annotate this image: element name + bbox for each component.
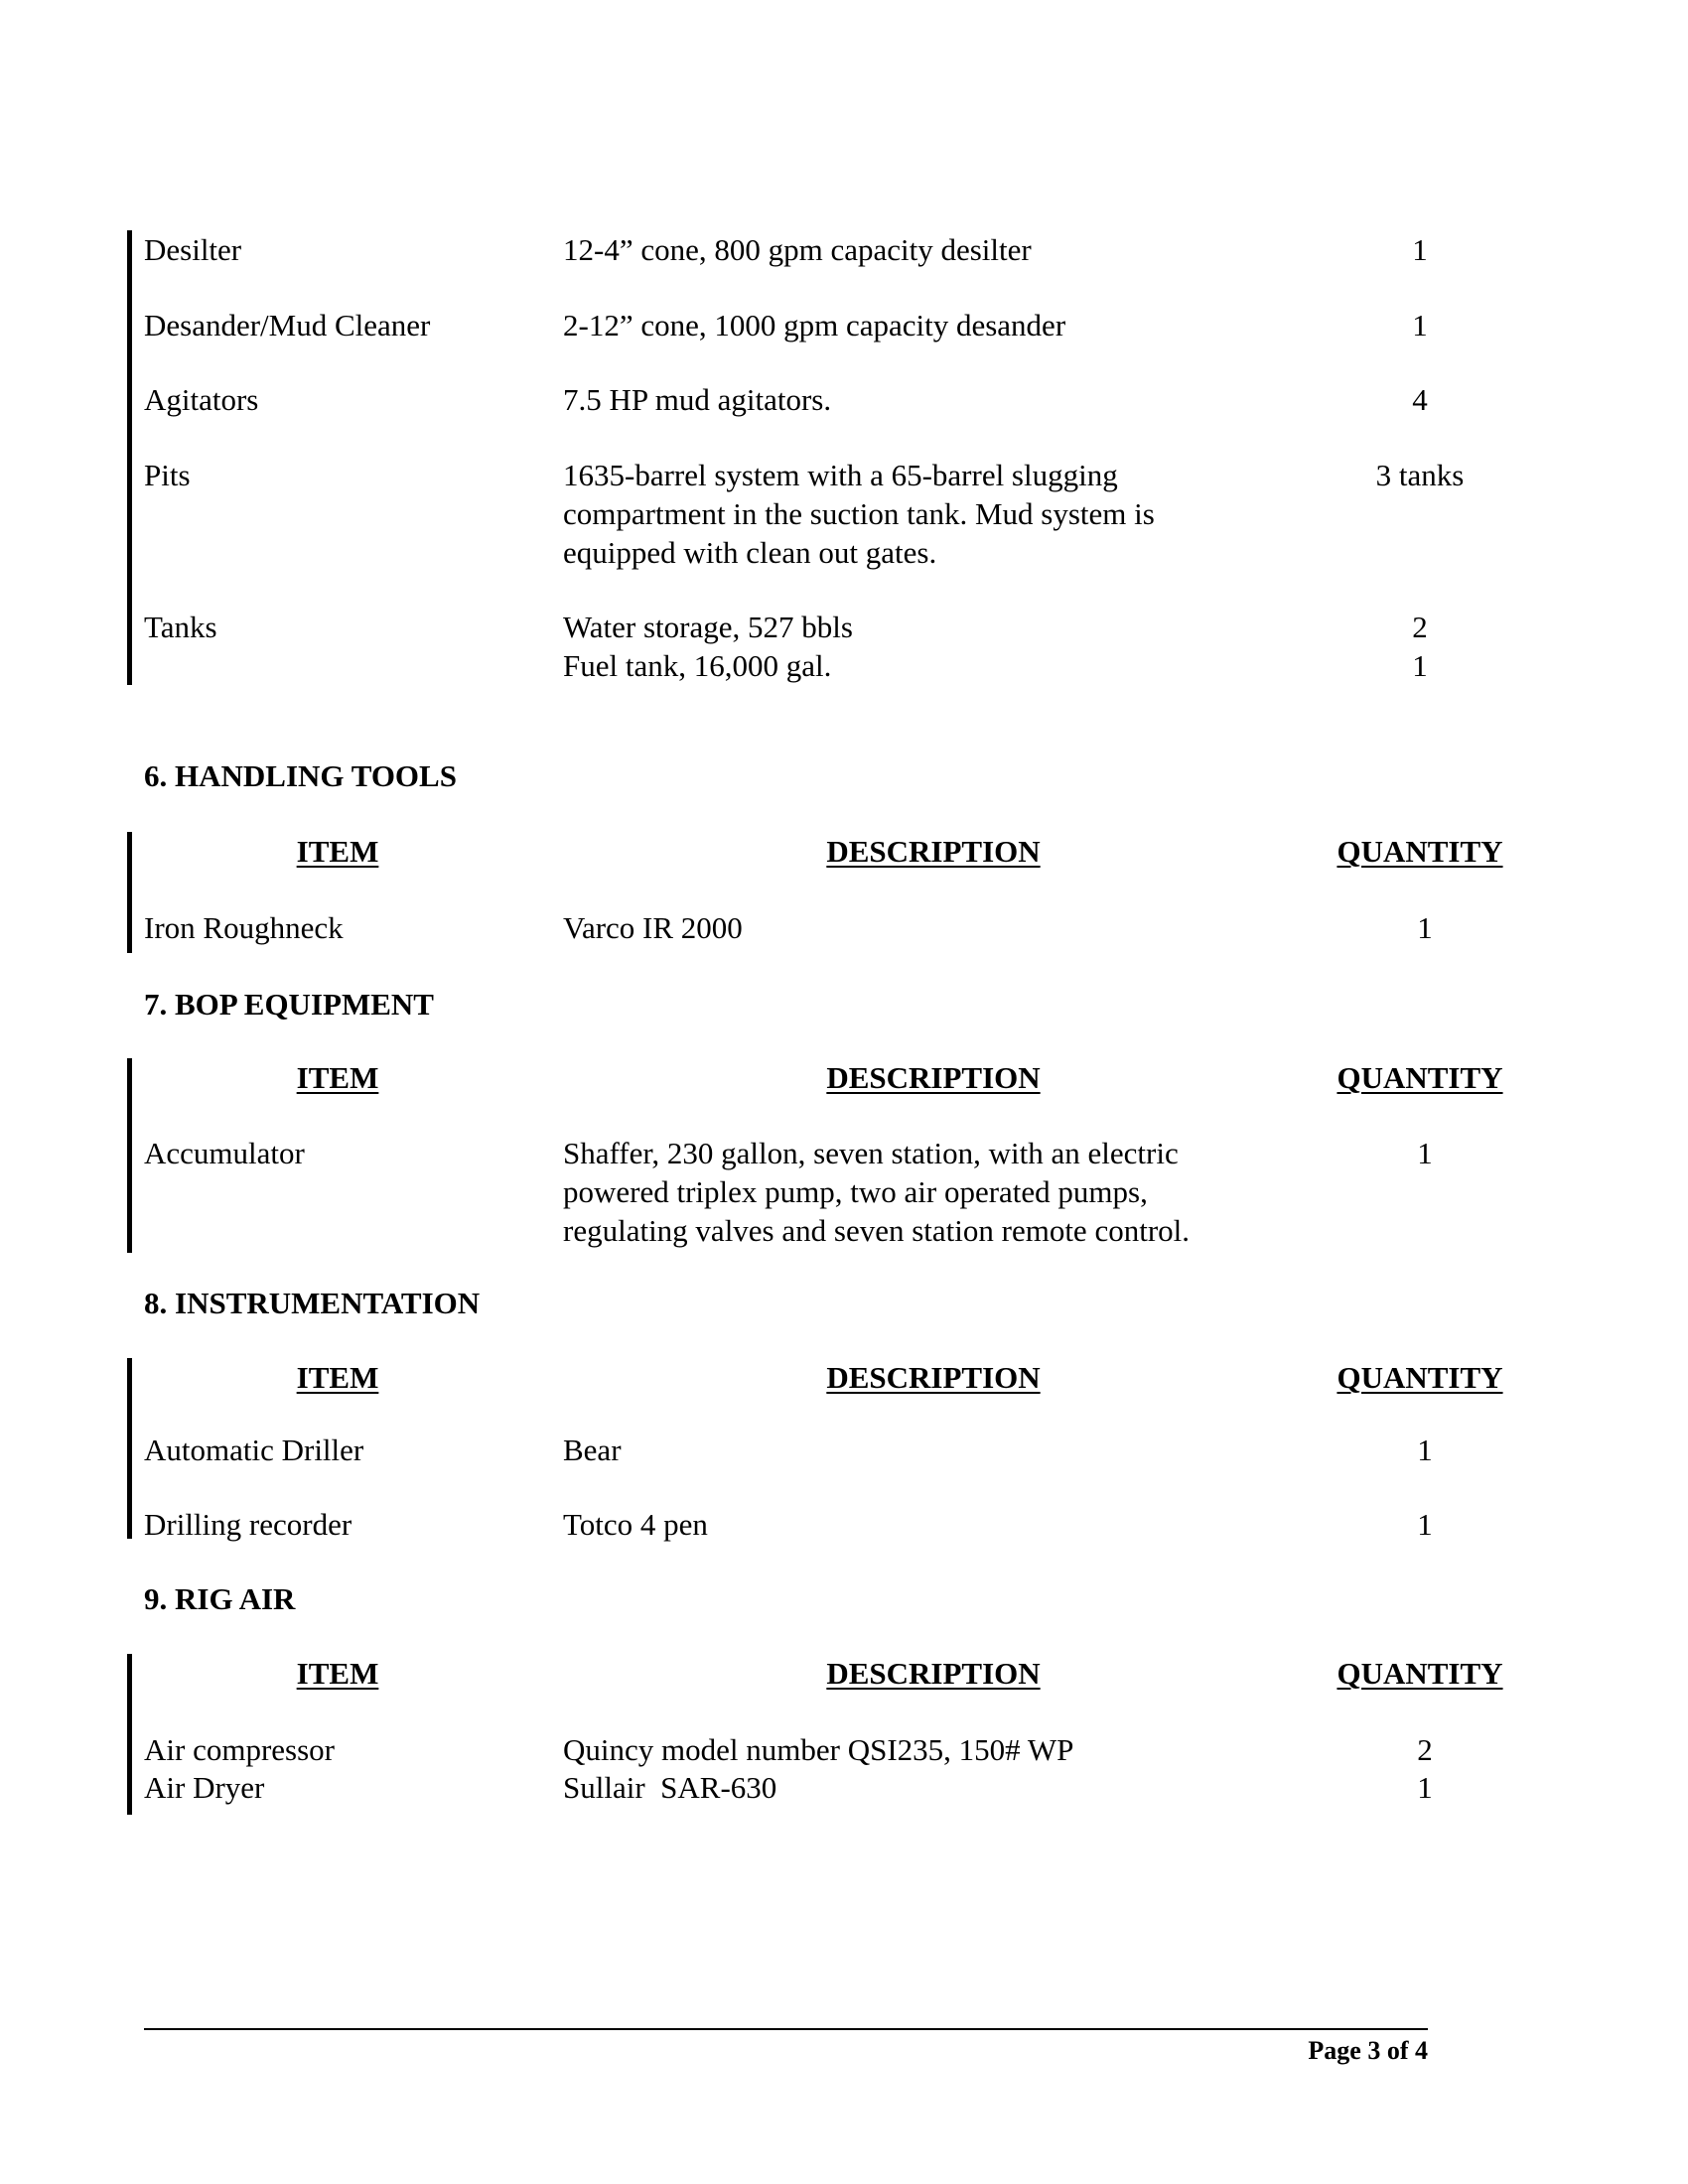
item-name: Iron Roughneck bbox=[144, 910, 344, 945]
item-description: Quincy model number QSI235, 150# WP bbox=[563, 1732, 1074, 1767]
section-heading: 6. HANDLING TOOLS bbox=[144, 758, 457, 793]
column-header-item: ITEM bbox=[296, 1656, 379, 1691]
item-name: Desilter bbox=[144, 232, 242, 267]
item-description: Shaffer, 230 gallon, seven station, with an electric powered triplex pump, two air operated pumps, regulating valves and seven station remote control. bbox=[563, 1136, 1191, 1248]
section-heading: 8. INSTRUMENTATION bbox=[144, 1286, 481, 1320]
item-description: Totco 4 pen bbox=[563, 1507, 708, 1542]
column-header-item: ITEM bbox=[296, 1360, 379, 1395]
item-description: 1635-barrel system with a 65-barrel slugging compartment in the suction tank. Mud system is equipped with clean out gates. bbox=[563, 458, 1155, 570]
revision-bar bbox=[127, 230, 132, 685]
revision-bar bbox=[127, 1058, 132, 1253]
item-quantity: 4 bbox=[1412, 382, 1428, 417]
item-quantity: 1 bbox=[1412, 308, 1428, 342]
column-header-quantity: QUANTITY bbox=[1336, 1060, 1503, 1095]
item-name: Drilling recorder bbox=[144, 1507, 352, 1542]
item-description: 12-4” cone, 800 gpm capacity desilter bbox=[563, 232, 1032, 267]
column-header-item: ITEM bbox=[296, 834, 379, 869]
section-heading: 9. RIG AIR bbox=[144, 1581, 296, 1616]
item-name: Air compressor bbox=[144, 1732, 335, 1767]
description-line: Water storage, 527 bbls bbox=[563, 610, 853, 644]
item-name: Air Dryer bbox=[144, 1770, 265, 1805]
item-description bbox=[563, 608, 1258, 685]
section-heading: 7. BOP EQUIPMENT bbox=[144, 987, 434, 1022]
item-description: Sullair SAR-630 bbox=[563, 1770, 777, 1805]
item-description: 7.5 HP mud agitators. bbox=[563, 382, 832, 417]
column-header-description: DESCRIPTION bbox=[826, 1656, 1041, 1691]
description-line: Fuel tank, 16,000 gal. bbox=[563, 648, 832, 683]
item-name: Automatic Driller bbox=[144, 1433, 364, 1467]
quantity-line: 2 bbox=[1412, 610, 1428, 644]
column-header-description: DESCRIPTION bbox=[826, 1060, 1041, 1095]
item-quantity: 1 bbox=[1417, 910, 1433, 945]
column-header-quantity: QUANTITY bbox=[1336, 1656, 1503, 1691]
item-quantity bbox=[1291, 608, 1549, 685]
column-header-quantity: QUANTITY bbox=[1336, 1360, 1503, 1395]
item-name: Accumulator bbox=[144, 1136, 305, 1170]
column-header-description: DESCRIPTION bbox=[826, 1360, 1041, 1395]
column-header-quantity: QUANTITY bbox=[1336, 834, 1503, 869]
column-header-item: ITEM bbox=[296, 1060, 379, 1095]
item-quantity: 3 tanks bbox=[1375, 458, 1465, 492]
item-description: Varco IR 2000 bbox=[563, 910, 743, 945]
item-name: Agitators bbox=[144, 382, 259, 417]
revision-bar bbox=[127, 1358, 132, 1539]
revision-bar bbox=[127, 1654, 132, 1815]
item-quantity: 1 bbox=[1417, 1136, 1433, 1170]
footer-divider bbox=[144, 2028, 1428, 2030]
item-quantity: 1 bbox=[1417, 1433, 1433, 1467]
item-name: Tanks bbox=[144, 610, 217, 644]
page-number: Page 3 of 4 bbox=[1308, 2036, 1428, 2065]
item-description: Bear bbox=[563, 1433, 622, 1467]
item-quantity: 1 bbox=[1412, 232, 1428, 267]
column-header-description: DESCRIPTION bbox=[826, 834, 1041, 869]
quantity-line: 1 bbox=[1412, 648, 1428, 683]
item-name: Desander/Mud Cleaner bbox=[144, 308, 431, 342]
revision-bar bbox=[127, 832, 132, 953]
item-name: Pits bbox=[144, 458, 191, 492]
item-quantity: 1 bbox=[1417, 1507, 1433, 1542]
item-quantity: 2 bbox=[1417, 1732, 1433, 1767]
item-description: 2-12” cone, 1000 gpm capacity desander bbox=[563, 308, 1066, 342]
item-quantity: 1 bbox=[1417, 1770, 1433, 1805]
